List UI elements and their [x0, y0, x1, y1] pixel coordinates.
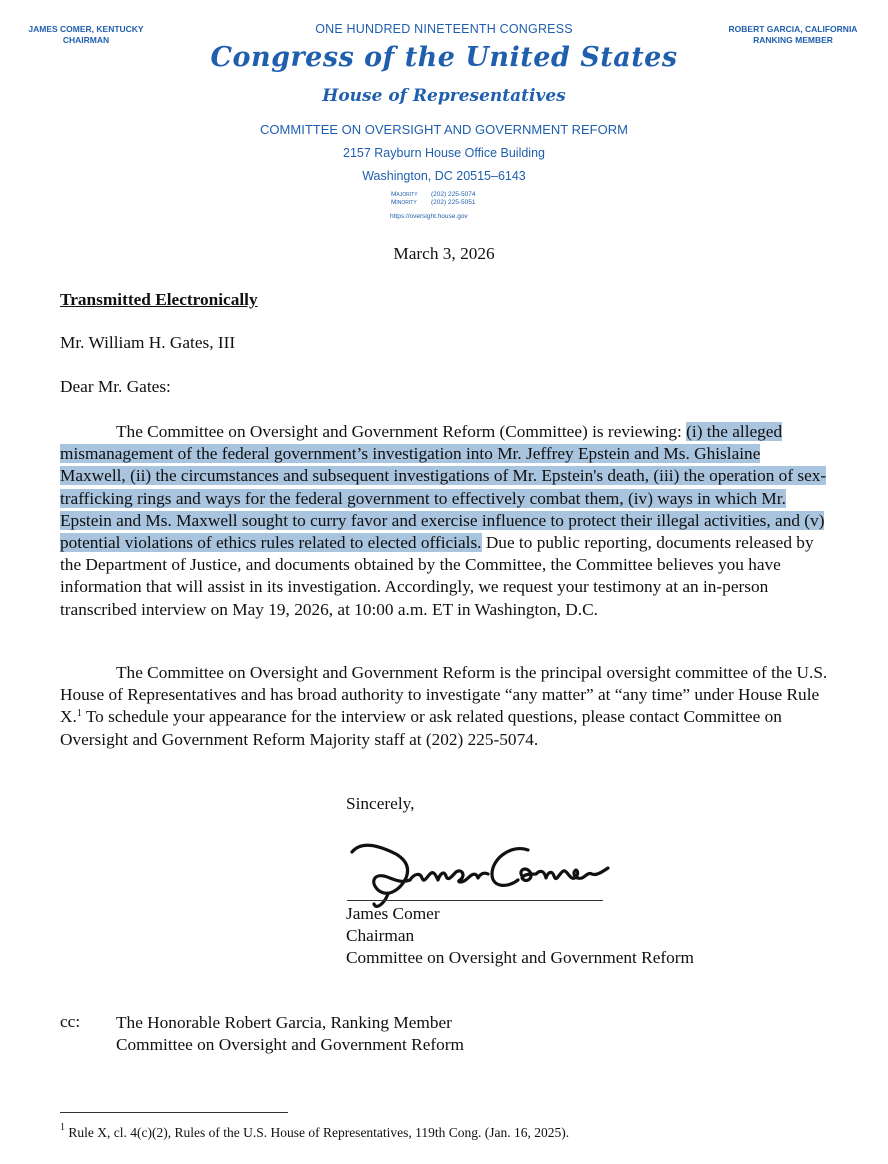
cc-label: cc: — [60, 1012, 81, 1031]
footnote-divider — [60, 1112, 288, 1113]
transmittal-note: Transmitted Electronically — [60, 290, 258, 309]
highlighted-text[interactable]: (i) the alleged mismanagement of the federal government’s investigation into Mr. Jeffrey Epstein and Ms. Ghislaine Maxwell, (ii) the circumstances and subsequent investigations of Mr. Epstein's death, (iii) the operation of sex-trafficking rings and ways for the federal government to effectively combat them, (iv) ways in which Mr. Epstein and Ms. Maxwell sought to curry favor and exercise influence to protect their illegal activities, and (v) potential violations of ethics rules related to elected officials. — [60, 422, 827, 553]
cc-line-2: Committee on Oversight and Government Reform — [116, 1035, 464, 1055]
cc-recipient — [116, 1012, 464, 1056]
signer-org: Committee on Oversight and Government Reform — [346, 948, 694, 968]
chairman-title: CHAIRMAN — [62, 35, 110, 45]
phone-numbers — [391, 191, 475, 207]
signer-block — [346, 903, 694, 970]
paragraph-1 — [60, 421, 830, 621]
footnote-ref: 1 — [76, 708, 82, 720]
footnote-number: 1 — [60, 1122, 65, 1133]
signer-title: Chairman — [346, 926, 415, 946]
paragraph-1-rest: Due to public reporting, documents released by the Department of Justice, and documents obtained by the Committee, the Committee believes you have information that will assist in its investigation. Accordingly, we request your testimony at an in-person transcribed interview on May 19, 2026, at 10:00 a.m. ET in Washington, D.C. — [60, 533, 814, 619]
majority-label: Majority — [391, 191, 418, 198]
signature-line — [347, 900, 603, 901]
chairman-name: JAMES COMER, KENTUCKY — [28, 24, 144, 34]
salutation: Dear Mr. Gates: — [60, 377, 171, 396]
committee-name: COMMITTEE ON OVERSIGHT AND GOVERNMENT REFORM — [260, 122, 628, 137]
paragraph-2 — [60, 662, 830, 751]
signer-name: James Comer — [346, 904, 440, 923]
congress-number: ONE HUNDRED NINETEENTH CONGRESS — [315, 22, 573, 36]
website-link[interactable]: https://oversight.house.gov — [390, 213, 468, 220]
house-title: House of Representatives — [322, 86, 566, 106]
paragraph-2-part1: The Committee on Oversight and Government Reform is the principal oversight committee of the U.S. House of Representatives and has broad authority to investigate “any matter” at “any time” under House Rule X. — [60, 663, 828, 727]
paragraph-1-intro: The Committee on Oversight and Government Reform (Committee) is reviewing: — [116, 422, 687, 441]
ranking-member-name: ROBERT GARCIA, CALIFORNIA — [728, 24, 858, 34]
footnote-text: Rule X, cl. 4(c)(2), Rules of the U.S. House of Representatives, 119th Cong. (Jan. 16, 2025). — [65, 1125, 570, 1140]
paragraph-2-part2: To schedule your appearance for the interview or ask related questions, please contact Committee on Oversight and Government Reform Majority staff at (202) 225-5074. — [60, 707, 782, 749]
minority-label: Minority — [391, 199, 417, 206]
footnote — [60, 1122, 570, 1141]
office-city: Washington, DC 20515–6143 — [362, 169, 526, 183]
minority-phone: (202) 225-5051 — [431, 199, 476, 206]
cc-line-1: The Honorable Robert Garcia, Ranking Member — [116, 1013, 452, 1032]
letter-date: March 3, 2026 — [393, 244, 495, 263]
ranking-member-title: RANKING MEMBER — [753, 35, 833, 45]
congress-title: Congress of the United States — [210, 42, 678, 73]
addressee: Mr. William H. Gates, III — [60, 333, 236, 352]
majority-phone: (202) 225-5074 — [431, 191, 476, 198]
office-building: 2157 Rayburn House Office Building — [343, 146, 545, 160]
closing: Sincerely, — [346, 794, 415, 813]
